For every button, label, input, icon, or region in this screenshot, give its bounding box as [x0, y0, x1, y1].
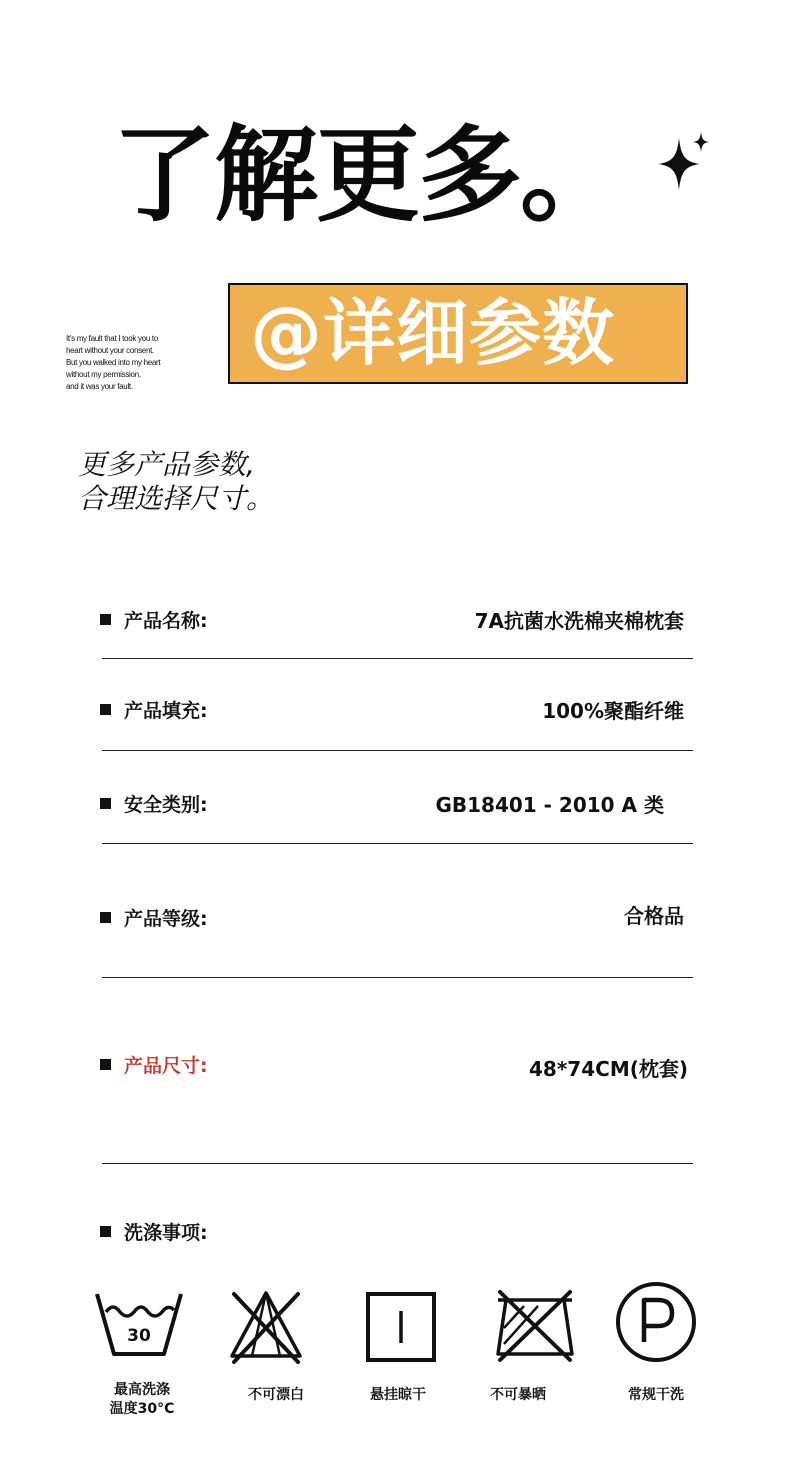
subtitle: 更多产品参数, 合理选择尺寸。 — [78, 448, 275, 515]
quote-text: It's my fault that I took you to heart without your consent. But you walked into my heart without my permission, and it was your fault. — [66, 334, 161, 391]
bullet-square-icon — [100, 1226, 111, 1237]
page-title: 了解更多。 — [112, 114, 623, 236]
sparkle-icon — [652, 128, 714, 194]
spec-label-safety: 安全类别: — [100, 790, 208, 817]
spec-label-filling: 产品填充: — [100, 696, 208, 723]
care-caption: 常规干洗 — [628, 1387, 684, 1403]
care-caption: 最高洗涤 温度30°C — [109, 1382, 175, 1417]
divider — [102, 1163, 693, 1164]
spec-value-size: 48*74CM(枕套) — [529, 1057, 688, 1081]
section-banner — [228, 283, 688, 384]
divider — [102, 750, 693, 751]
bullet-square-icon — [100, 798, 111, 809]
wash-30-icon — [94, 1290, 184, 1362]
bullet-square-icon — [100, 614, 111, 625]
banner-text: @详细参数 — [250, 291, 616, 375]
spec-label-size: 产品尺寸: — [100, 1051, 208, 1078]
spec-value-filling: 100%聚酯纤维 — [542, 699, 684, 723]
no-sun-dry-icon — [494, 1288, 576, 1364]
bullet-square-icon — [100, 704, 111, 715]
care-caption: 悬挂晾干 — [370, 1387, 426, 1403]
care-caption: 不可暴晒 — [490, 1387, 546, 1403]
spec-value-grade: 合格品 — [624, 904, 684, 928]
divider — [102, 658, 693, 659]
spec-value-name: 7A抗菌水洗棉夹棉枕套 — [474, 609, 684, 633]
care-caption: 不可漂白 — [248, 1387, 304, 1403]
bullet-square-icon — [100, 912, 111, 923]
divider — [102, 843, 693, 844]
bullet-square-icon — [100, 1059, 111, 1070]
hang-dry-icon — [364, 1290, 438, 1364]
no-bleach-icon — [228, 1288, 304, 1364]
wash-temp-text: 30 — [127, 1326, 151, 1346]
spec-label-name: 产品名称: — [100, 606, 208, 633]
spec-value-safety: GB18401 - 2010 A 类 — [435, 793, 664, 817]
spec-label-grade: 产品等级: — [100, 904, 208, 931]
divider — [102, 977, 693, 978]
dry-clean-icon — [614, 1280, 698, 1364]
care-label: 洗涤事项: — [100, 1218, 208, 1245]
